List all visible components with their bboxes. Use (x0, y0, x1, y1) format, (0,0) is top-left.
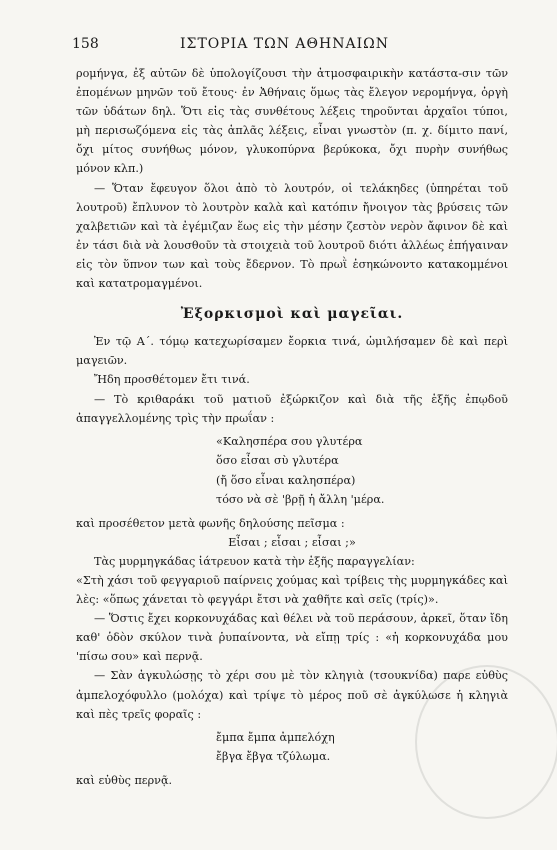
verse-line: ἔμπα ἔμπα ἀμπελόχη (216, 730, 335, 744)
paragraph: — Τὸ κριθαράκι τοῦ ματιοῦ ἐξώρκιζον καὶ διὰ τῆς ἑξῆς ἐπῳδοῦ ἀπαγγελλομένης τρὶς τὴν πρωΐαν : (76, 392, 508, 425)
paragraph: καὶ εὐθὺς περνᾷ. (76, 773, 173, 787)
library-stamp (415, 665, 557, 819)
paragraph: — Ὅταν ἔφευγον ὅλοι ἀπὸ τὸ λουτρόν, οἱ τελάκηδες (ὑπηρέται τοῦ λουτροῦ) ἔπλυνον τὸ λουτρὸν καλὰ καὶ κατόπιν ἤνοιγον τὰς βρύσεις τῶν χαλβετιῶν καὶ τὰ ἐγέμιζαν ἕως εἰς τὴν μέσην ζεστὸν νερὸν ἄφινον δὲ καὶ ἐν τάσι διὰ νὰ λουσθοῦν τὰ στοιχειὰ τοῦ λουτροῦ διότι ἀλλέως ἐπήγαιναν εἰς τὸν ὕπνον των καὶ τοὺς ἔδερνον. Τὸ πρωῒ ἐσηκώνοντο κατακομμένοι καὶ κατατρομαγμένοι. (76, 181, 508, 291)
verse-line: τόσο νὰ σὲ 'βρῇ ἡ ἄλλη 'μέρα. (216, 493, 385, 507)
paragraph: καὶ προσέθετον μετὰ φωνῆς δηλούσης πεῖσμα : (76, 516, 345, 530)
verse-line: ἔβγα ἔβγα τζύλωμα. (216, 750, 331, 764)
paragraph: Ἐν τῷ Α΄. τόμῳ κατεχωρίσαμεν ἔορκια τινά, ὡμιλήσαμεν δὲ καὶ περὶ μαγειῶν. (76, 335, 508, 368)
verse-line: (ἤ ὅσο εἶναι καλησπέρα) (216, 473, 356, 487)
paragraph: «Στὴ χάσι τοῦ φεγγαριοῦ παίρνεις χούμας καὶ τρίβεις τὴς μυρμηγκάδες καὶ λὲς: «ὅπως χάνεται τὸ φεγγάρι ἔτσι νὰ χαθῆτε καὶ σεῖς (τρίς)». (76, 573, 508, 607)
verse-line: «Καλησπέρα σου γλυτέρα (216, 434, 363, 448)
verse-line: ὅσο εἶσαι σὺ γλυτέρα (216, 454, 339, 468)
paragraph: — Ὅστις ἔχει κορκονυχάδας καὶ θέλει νὰ τοῦ περάσουν, ἀρκεῖ, ὅταν ἴδη καθ' ὁδὸν σκύλον τινὰ ῥυπαίνοντα, νὰ εἴπῃ τρίς : «ἡ κορκονυχάδα μου 'πίσω σου» καὶ περνᾷ. (76, 612, 508, 664)
page-number: 158 (72, 36, 99, 52)
section-heading: Ἐξορκισμοὶ καὶ μαγεῖαι. (180, 306, 404, 323)
page-header (72, 36, 497, 56)
paragraph: ρομήνγα, ἐξ αὐτῶν δὲ ὑπολογίζουσι τὴν ἀτμοσφαιρικὴν κατάστα-σιν τῶν ἐπομένων μηνῶν τοῦ ἔτους· ἐν Ἀθήναις ὅμως τὰς ἔλεγον νερομήνγα, ὀργὴ τῶν ὑδάτων δηλ. Ὅτι εἰς τὰς συνθέτους λέξεις τηροῦνται ἀρχαῖοι τύποι, μὴ περισωζόμενα εἰς τὰς ἁπλᾶς λέξεις, εἶναι γνωστὸν (π. χ. δίμιτο πανί, ὄχι μίτος συνήθως μόνον, γλυκοπύρνα βερύκοκα, ὄχι πυρὴν συνήθως μόνον κλπ.) (76, 67, 508, 176)
paragraph: Τὰς μυρμηγκάδας ἰάτρευον κατὰ τὴν ἑξῆς παραγγελίαν: (94, 554, 415, 568)
verse-block (216, 432, 508, 510)
centered-line: Εἶσαι ; εἶσαι ; εἶσαι ;» (228, 535, 356, 549)
paragraph: Ἤδη προσθέτομεν ἔτι τινά. (94, 373, 250, 387)
paragraph: — Σὰν ἀγκυλώσῃς τὸ χέρι σου μὲ τὸν κληγιὰ (τσουκνίδα) παρε εὐθὺς ἀμπελοχόφυλλο (μολόχα) καὶ τρίψε τὸ μέρος ποῦ σὲ ἀγκύλωσε ἡ κληγιὰ καὶ πὲς τρεῖς φοραῖς : (76, 669, 508, 721)
running-title: ΙΣΤΟΡΙΑ ΤΩΝ ΑΘΗΝΑΙΩΝ (180, 36, 389, 52)
